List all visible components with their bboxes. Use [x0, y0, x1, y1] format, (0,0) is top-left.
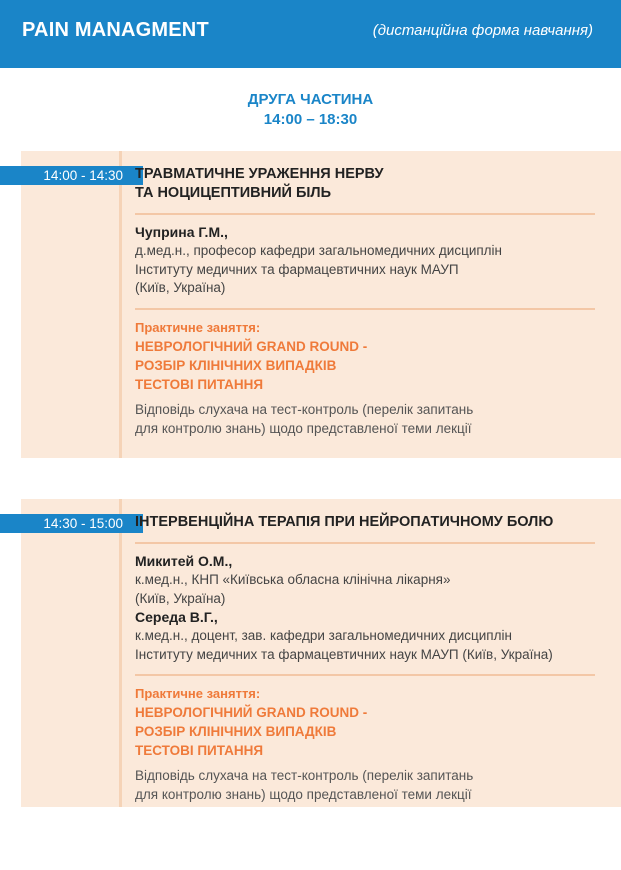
topic-line: ТРАВМАТИЧНЕ УРАЖЕННЯ НЕРВУ: [135, 166, 384, 182]
speaker-info-line: к.мед.н., доцент, зав. кафедри загальномедичних дисциплін: [135, 628, 512, 643]
description-line: Відповідь слухача на тест-контроль (перелік запитань: [135, 401, 474, 417]
speaker-info-line: к.мед.н., КНП «Київська обласна клінічна лікарня»: [135, 572, 451, 587]
practice-line: ТЕСТОВІ ПИТАННЯ: [135, 743, 264, 758]
practice-line: НЕВРОЛОГІЧНИЙ GRAND ROUND -: [135, 338, 368, 354]
separator: [135, 308, 595, 310]
practice-title: [135, 337, 611, 394]
practice-label: Практичне заняття:: [135, 319, 261, 335]
speaker-info: [135, 242, 611, 298]
time-badge: 14:00 - 14:30: [0, 166, 143, 185]
separator: [135, 542, 595, 544]
practice-line: НЕВРОЛОГІЧНИЙ GRAND ROUND -: [135, 705, 368, 720]
topic-line: ІНТЕРВЕНЦІЙНА ТЕРАПІЯ ПРИ НЕЙРОПАТИЧНОМУ БОЛЮ: [135, 514, 554, 530]
session-content: [135, 151, 611, 438]
separator: [135, 213, 595, 215]
speaker-info-line: Інституту медичних та фармацевтичних наук МАУП (Київ, Україна): [135, 646, 553, 662]
practice-description: [135, 766, 611, 804]
separator: [135, 674, 595, 676]
practice-label: Практичне заняття:: [135, 686, 261, 701]
session-topic: [135, 513, 611, 532]
part-time: 14:00 – 18:30: [263, 111, 358, 128]
time-badge: 14:30 - 15:00: [0, 514, 143, 533]
practice-line: РОЗБІР КЛІНІЧНИХ ВИПАДКІВ: [135, 357, 337, 373]
speaker-info-line: (Київ, Україна): [135, 280, 226, 295]
speaker-name: Середа В.Г.,: [135, 609, 218, 625]
page-header: [0, 0, 621, 68]
session-content: [135, 499, 611, 804]
practice-title: [135, 703, 611, 760]
session-divider: [119, 151, 122, 458]
speaker-info-line: Інституту медичних та фармацевтичних наук МАУП: [135, 261, 459, 277]
practice-description: [135, 400, 611, 438]
session-block: [21, 499, 621, 807]
speaker-name: Микитей О.М.,: [135, 553, 233, 569]
speaker-info-line: (Київ, Україна): [135, 590, 226, 606]
practice-line: РОЗБІР КЛІНІЧНИХ ВИПАДКІВ: [135, 724, 337, 739]
speaker-info-line: д.мед.н., професор кафедри загальномедичних дисциплін: [135, 243, 503, 258]
description-line: для контролю знань) щодо представленої теми лекції: [135, 420, 472, 436]
page-subtitle: (дистанційна форма навчання): [372, 22, 593, 39]
speaker-info: [135, 627, 611, 664]
page-title: PAIN MANAGMENT: [22, 19, 209, 41]
topic-line: ТА НОЦИЦЕПТИВНИЙ БІЛЬ: [135, 185, 332, 201]
practice-line: ТЕСТОВІ ПИТАННЯ: [135, 376, 264, 392]
speaker-name: Чуприна Г.М.,: [135, 224, 228, 240]
speaker-info: [135, 571, 611, 608]
session-divider: [119, 499, 122, 807]
part-title: ДРУГА ЧАСТИНА: [247, 91, 374, 108]
description-line: для контролю знань) щодо представленої теми лекції: [135, 787, 472, 802]
part-heading: [0, 90, 621, 130]
session-topic: [135, 165, 611, 203]
description-line: Відповідь слухача на тест-контроль (перелік запитань: [135, 768, 474, 783]
session-block: [21, 151, 621, 458]
